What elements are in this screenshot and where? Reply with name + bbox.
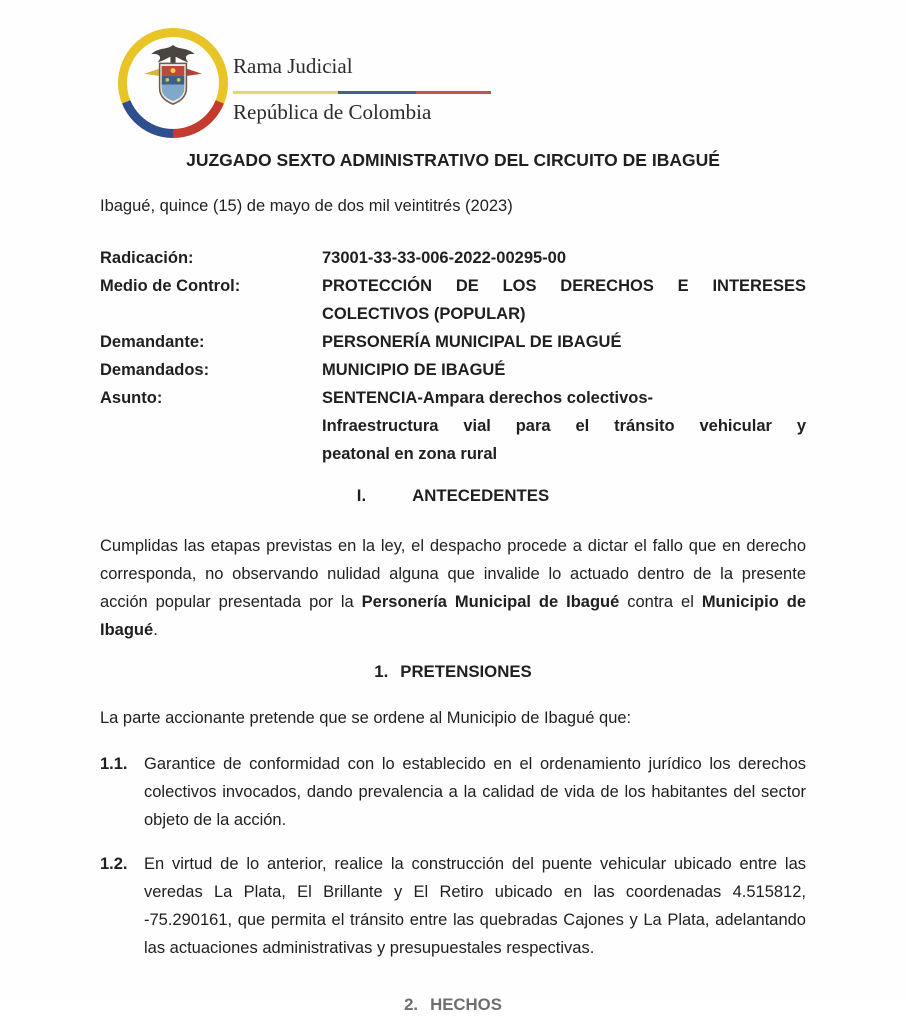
section-heading-hechos-cutoff bbox=[0, 991, 906, 1019]
case-info-table bbox=[100, 244, 806, 468]
item-text: En virtud de lo anterior, realice la construcción del puente vehicular ubicado entre las veredas La Plata, El Brillante y El Retiro ubicado en las coordenadas 4.515812, -75.290161, que permita el tránsito entre las quebradas Cajones y La Plata, adelantando las actuaciones administrativas y presupuestales respectivas. bbox=[144, 855, 806, 957]
hechos-numeral: 2. bbox=[404, 995, 419, 1014]
document-body bbox=[100, 140, 806, 962]
coat-of-arms-icon bbox=[140, 42, 206, 124]
colombia-seal-icon bbox=[118, 28, 228, 138]
demandados-value: MUNICIPIO DE IBAGUÉ bbox=[322, 361, 506, 379]
pretension-item-1-1 bbox=[100, 750, 806, 834]
medio-de-control-value bbox=[322, 272, 806, 328]
tricolor-blue-segment bbox=[338, 91, 416, 94]
asunto-value bbox=[322, 384, 806, 468]
pretensiones-intro-line: La parte accionante pretende que se ordene al Municipio de Ibagué que: bbox=[100, 709, 632, 727]
date-line: Ibagué, quince (15) de mayo de dos mil veintitrés (2023) bbox=[100, 197, 513, 215]
letterhead bbox=[118, 28, 798, 140]
asunto-line-2: Infraestructura vial para el tránsito vehicular y bbox=[322, 417, 806, 435]
court-title: JUZGADO SEXTO ADMINISTRATIVO DEL CIRCUITO DE IBAGUÉ bbox=[186, 150, 720, 170]
intro-text-1: Cumplidas las etapas previstas en la ley, el despacho procede a dictar el fallo que en derecho corresponda, no observando nulidad alguna que invalide lo actuado dentro de la presente acción popular presentada por la bbox=[100, 537, 806, 611]
medio-de-control-label: Medio de Control: bbox=[100, 277, 241, 295]
radicacion-label: Radicación: bbox=[100, 249, 194, 267]
antecedentes-numeral: I. bbox=[356, 486, 367, 505]
asunto-line-1: SENTENCIA-Ampara derechos colectivos- bbox=[322, 389, 654, 407]
medio-line-1: PROTECCIÓN DE LOS DERECHOS E INTERESES bbox=[322, 277, 806, 295]
intro-text-2: contra el bbox=[619, 593, 702, 611]
section-heading-pretensiones bbox=[100, 658, 806, 686]
pretension-item-1-2 bbox=[100, 850, 806, 962]
intro-bold-demandante: Personería Municipal de Ibagué bbox=[361, 593, 620, 611]
item-number: 1.2. bbox=[100, 855, 128, 873]
asunto-label: Asunto: bbox=[100, 389, 163, 407]
tricolor-rule bbox=[233, 91, 491, 94]
item-number: 1.1. bbox=[100, 755, 128, 773]
tricolor-red-segment bbox=[416, 91, 491, 94]
asunto-line-3: peatonal en zona rural bbox=[322, 445, 498, 463]
demandados-label: Demandados: bbox=[100, 361, 210, 379]
radicacion-value: 73001-33-33-006-2022-00295-00 bbox=[322, 249, 567, 267]
pretensiones-title: PRETENSIONES bbox=[400, 662, 532, 681]
intro-text-3: . bbox=[153, 621, 158, 639]
pretensiones-numeral: 1. bbox=[374, 662, 389, 681]
tricolor-yellow-segment bbox=[233, 91, 338, 94]
country-name: República de Colombia bbox=[233, 100, 432, 124]
demandante-value: PERSONERÍA MUNICIPAL DE IBAGUÉ bbox=[322, 333, 622, 351]
demandante-label: Demandante: bbox=[100, 333, 205, 351]
org-name: Rama Judicial bbox=[233, 54, 353, 78]
item-text: Garantice de conformidad con lo establecido en el ordenamiento jurídico los derechos colectivos invocados, dando prevalencia a la calidad de vida de los habitantes del sector objeto de la acción. bbox=[144, 755, 806, 829]
section-heading-antecedentes bbox=[100, 482, 806, 510]
intro-paragraph bbox=[100, 532, 806, 644]
medio-line-2: COLECTIVOS (POPULAR) bbox=[322, 305, 526, 323]
hechos-title: HECHOS bbox=[430, 995, 502, 1014]
intro-bold-demandado: Municipio de Ibagué bbox=[100, 593, 806, 639]
antecedentes-title: ANTECEDENTES bbox=[412, 486, 550, 505]
